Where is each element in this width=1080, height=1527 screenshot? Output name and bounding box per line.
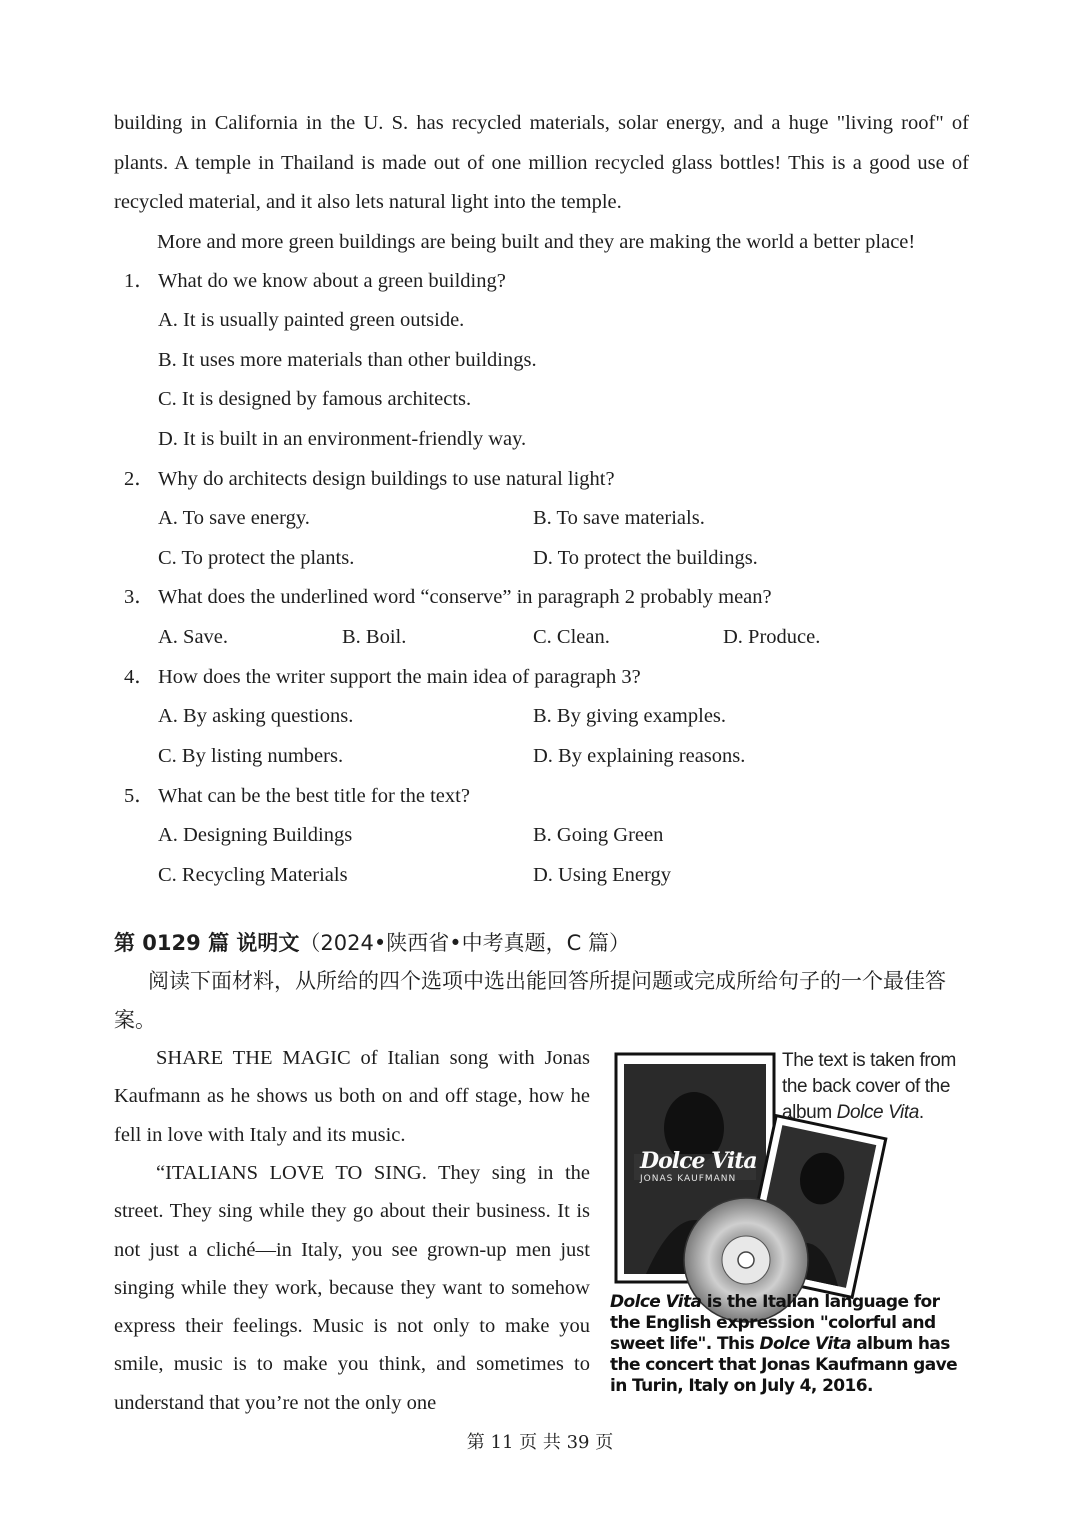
passage-paragraph: building in California in the U. S. has recycled materials, solar energy, and a huge "living roof" of plants. A temple in Thailand is made out of one million recycled glass bottles! This is a good use of recycled material, and it also lets natural light into the temple. (114, 112, 969, 213)
option-1d: D. It is built in an environment-friendly way. (158, 428, 527, 450)
question-number: 4． (124, 666, 155, 688)
question-2 (124, 460, 615, 500)
option-3b: B. Boil. (342, 626, 407, 648)
option-3a: A. Save. (158, 626, 229, 648)
caption-album-name: Dolce Vita (836, 1102, 919, 1123)
passage2-paragraph-1: SHARE THE MAGIC of Italian song with Jonas Kaufmann as he shows us both on and off stage, how he fell in love with Italy and its music. (114, 1047, 590, 1146)
figure-caption-bottom (610, 1292, 970, 1397)
question-4 (124, 658, 641, 698)
option-2a: A. To save energy. (158, 507, 310, 529)
question-number: 2． (124, 468, 155, 490)
caption-album-name: Dolce Vita (610, 1292, 702, 1312)
album-figure (606, 1046, 970, 1406)
question-number: 5． (124, 785, 155, 807)
option-5b: B. Going Green (533, 824, 664, 846)
question-text: What does the underlined word “conserve” in paragraph 2 probably mean? (158, 586, 772, 608)
figure-caption-top (782, 1048, 968, 1126)
question-text: What can be the best title for the text? (158, 785, 470, 807)
cover-artist: JONAS KAUFMANN (640, 1174, 737, 1184)
option-2c: C. To protect the plants. (158, 547, 355, 569)
option-2b: B. To save materials. (533, 507, 705, 529)
option-5d: D. Using Energy (533, 864, 671, 886)
section-heading-main: 第 0129 篇 说明文 (114, 931, 300, 955)
question-number: 3． (124, 586, 155, 608)
question-3 (124, 578, 772, 618)
caption-text: is the Italian language for the English expression "colorful and sweet life". This (610, 1292, 940, 1354)
option-5c: C. Recycling Materials (158, 864, 348, 886)
option-1c: C. It is designed by famous architects. (158, 388, 472, 410)
section-heading (114, 924, 630, 962)
passage2-paragraph-2: “ITALIANS LOVE TO SING. They sing in the street. They sing while they go about their business. It is not just a cliché—in Italy, you see grown-up men just singing while they work, because they want to somehow express their feelings. Music is not only to make you smile, music is to make you think, and sometimes to understand that you’re not the only one (114, 1162, 590, 1414)
question-text: How does the writer support the main idea of paragraph 3? (158, 666, 641, 688)
option-3c: C. Clean. (533, 626, 610, 648)
option-1a: A. It is usually painted green outside. (158, 309, 465, 331)
question-text: What do we know about a green building? (158, 270, 506, 292)
option-5a: A. Designing Buildings (158, 824, 353, 846)
question-text: Why do architects design buildings to use natural light? (158, 468, 615, 490)
section-heading-source: （2024•陕西省•中考真题，C 篇） (299, 931, 630, 955)
option-2d: D. To protect the buildings. (533, 547, 758, 569)
page-footer: 第 11 页 共 39 页 (466, 1432, 614, 1453)
option-1b: B. It uses more materials than other buildings. (158, 349, 537, 371)
caption-text: album has the concert that Jonas Kaufmann gave in Turin, Italy on July 4, 2016. (610, 1334, 958, 1396)
cover-title: Dolce Vita (640, 1148, 757, 1174)
option-4d: D. By explaining reasons. (533, 745, 746, 767)
caption-text: . (918, 1102, 924, 1123)
caption-album-name: Dolce Vita (759, 1334, 851, 1354)
option-4a: A. By asking questions. (158, 705, 354, 727)
passage-paragraph: More and more green buildings are being built and they are making the world a better place! (157, 231, 916, 253)
option-4b: B. By giving examples. (533, 705, 727, 727)
option-3d: D. Produce. (723, 626, 821, 648)
question-number: 1． (124, 270, 155, 292)
question-5 (124, 777, 470, 817)
instructions: 阅读下面材料，从所给的四个选项中选出能回答所提问题或完成所给句子的一个最佳答案。 (114, 969, 946, 1032)
question-1 (124, 262, 506, 302)
caption-text: The text is taken from the back cover of the album (782, 1050, 956, 1123)
option-4c: C. By listing numbers. (158, 745, 344, 767)
